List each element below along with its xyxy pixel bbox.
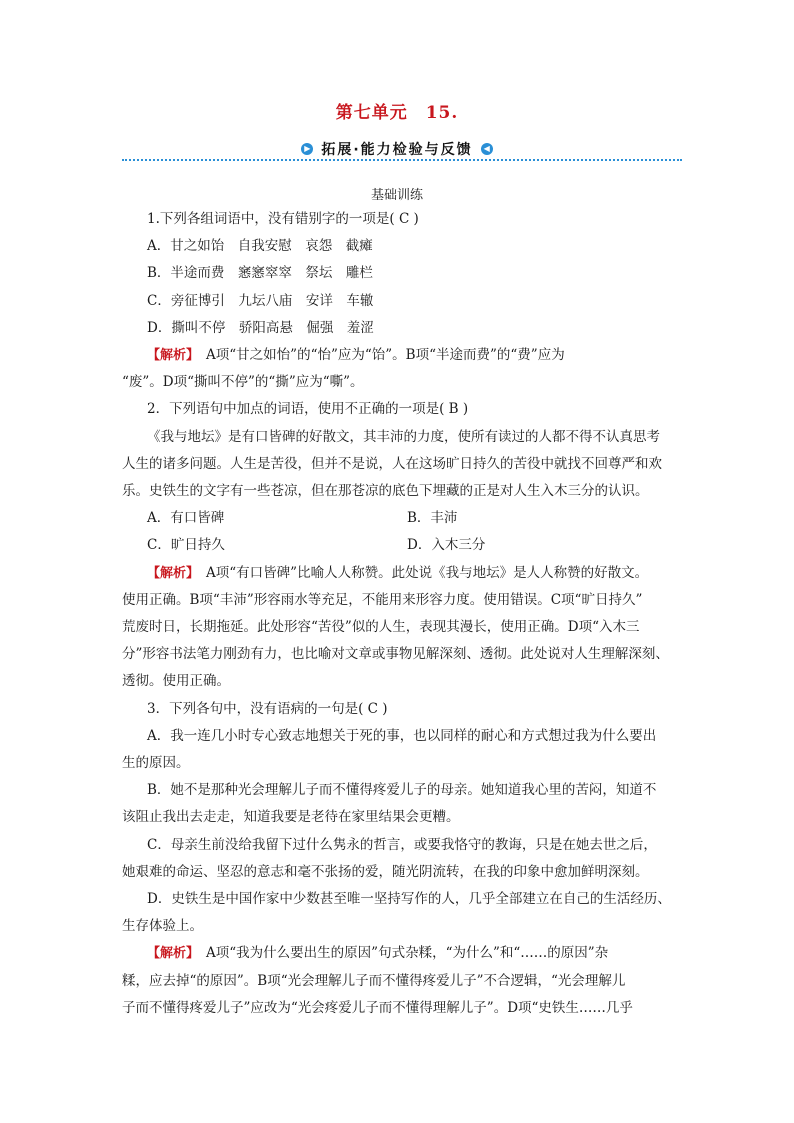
question-1-option-d: D．撕叫不停 骄阳高悬 倔强 羞涩 bbox=[147, 319, 374, 336]
question-2-option-b: B．丰沛 bbox=[407, 510, 458, 527]
banner-title: 拓展·能力检验与反馈 bbox=[321, 142, 473, 158]
question-3-option-c-line-2: 她艰难的命运、坚忍的意志和毫不张扬的爱，随光阴流转，在我的印象中愈加鲜明深刻。 bbox=[122, 863, 649, 880]
analysis-text: A项“甘之如怡”的“怡”应为“饴”。B项“半途而费”的“费”应为 bbox=[192, 347, 565, 364]
question-3-option-d-line-2: 生存体验上。 bbox=[122, 918, 203, 935]
question-2-stem: 2．下列语句中加点的词语，使用不正确的一项是( B ) bbox=[147, 401, 469, 418]
content-body bbox=[122, 206, 682, 1022]
question-2-analysis-line-2: 使用正确。B项“丰沛”形容雨水等充足，不能用来形容力度。使用错误。C项“旷日持久” bbox=[122, 591, 643, 608]
question-2-options-row-1 bbox=[122, 505, 682, 532]
dotted-divider bbox=[122, 159, 682, 161]
question-2-analysis-line-4: 分”形容书法笔力刚劲有力，也比喻对文章或事物见解深刻、透彻。此处说对人生理解深刻、 bbox=[122, 646, 669, 663]
question-3-option-c-line-1: C．母亲生前没给我留下过什么隽永的哲言，或要我恪守的教诲，只是在她去世之后， bbox=[147, 836, 657, 853]
page-title: 第七单元 15. bbox=[335, 103, 459, 123]
question-1-option-c: C．旁征博引 九坛八庙 安详 车辙 bbox=[147, 292, 374, 309]
play-left-icon: ◀ bbox=[481, 143, 493, 155]
question-2-option-d: D．入木三分 bbox=[407, 537, 486, 554]
question-3-option-a-line-2: 生的原因。 bbox=[122, 755, 190, 772]
section-banner bbox=[0, 138, 794, 160]
question-3-stem: 3．下列各句中，没有语病的一句是( C ) bbox=[147, 700, 388, 717]
play-right-icon: ▶ bbox=[301, 143, 313, 155]
question-2-passage-line-1: 《我与地坛》是有口皆碑的好散文，其丰沛的力度，使所有读过的人都不得不认真思考 bbox=[147, 428, 660, 445]
question-3-option-b-line-2: 该阻止我出去走走，知道我要是老待在家里结果会更糟。 bbox=[122, 809, 460, 826]
question-2-analysis-line-3: 荒废时日，长期拖延。此处形容“苦役”似的人生，表现其漫长，使用正确。D项“入木三 bbox=[122, 619, 640, 636]
question-3-analysis-line-1 bbox=[122, 940, 682, 967]
question-3-option-a-line-1: A．我一连几小时专心致志地想关于死的事，也以同样的耐心和方式想过我为什么要出 bbox=[147, 727, 657, 744]
question-2-option-c: C．旷日持久 bbox=[147, 537, 225, 554]
question-2-options-row-2 bbox=[122, 532, 682, 559]
analysis-tag: 【解析】 bbox=[147, 348, 193, 364]
question-1-option-b: B．半途而费 窸窸窣窣 祭坛 雕栏 bbox=[147, 265, 373, 282]
section-heading: 基础训练 bbox=[370, 188, 423, 203]
question-2-analysis-line-5: 透彻。使用正确。 bbox=[122, 673, 230, 690]
question-2-passage-line-2: 人生的诸多问题。人生是苦役，但并不是说，人在这场旷日持久的苦役中就找不回尊严和欢 bbox=[122, 455, 662, 472]
question-2-passage-line-3: 乐。史铁生的文字有一些苍凉，但在那苍凉的底色下埋藏的正是对人生入木三分的认识。 bbox=[122, 483, 649, 500]
question-1-stem: 1.下列各组词语中，没有错别字的一项是( C ) bbox=[147, 211, 419, 227]
question-1-option-a: A．甘之如饴 自我安慰 哀怨 截瘫 bbox=[147, 238, 373, 255]
analysis-tag: 【解析】 bbox=[147, 565, 193, 581]
question-3-analysis-line-3: 子而不懂得疼爱儿子”应改为“光会疼爱儿子而不懂得理解儿子”。D项“史铁生……几乎 bbox=[122, 999, 633, 1016]
question-2-analysis-line-1 bbox=[122, 560, 682, 587]
question-3-analysis-line-2: 糅，应去掉“的原因”。B项“光会理解儿子而不懂得疼爱儿子”不合逻辑，“光会理解儿 bbox=[122, 972, 626, 989]
question-2-option-a: A．有口皆碑 bbox=[147, 510, 225, 527]
question-3-option-b-line-1: B．她不是那种光会理解儿子而不懂得疼爱儿子的母亲。她知道我心里的苦闷，知道不 bbox=[147, 782, 657, 799]
analysis-text: A项“我为什么要出生的原因”句式杂糅，“为什么”和“……的原因”杂 bbox=[192, 945, 609, 962]
question-1-analysis-line-1 bbox=[122, 342, 682, 369]
analysis-text: A项“有口皆碑”比喻人人称赞。此处说《我与地坛》是人人称赞的好散文。 bbox=[192, 564, 649, 581]
analysis-tag: 【解析】 bbox=[147, 946, 193, 962]
question-3-option-d-line-1: D．史铁生是中国作家中少数甚至唯一坚持写作的人，几乎全部建立在自己的生活经历、 bbox=[147, 891, 671, 908]
question-1-analysis-line-2: “废”。D项“撕叫不停”的“撕”应为“嘶”。 bbox=[122, 374, 364, 391]
